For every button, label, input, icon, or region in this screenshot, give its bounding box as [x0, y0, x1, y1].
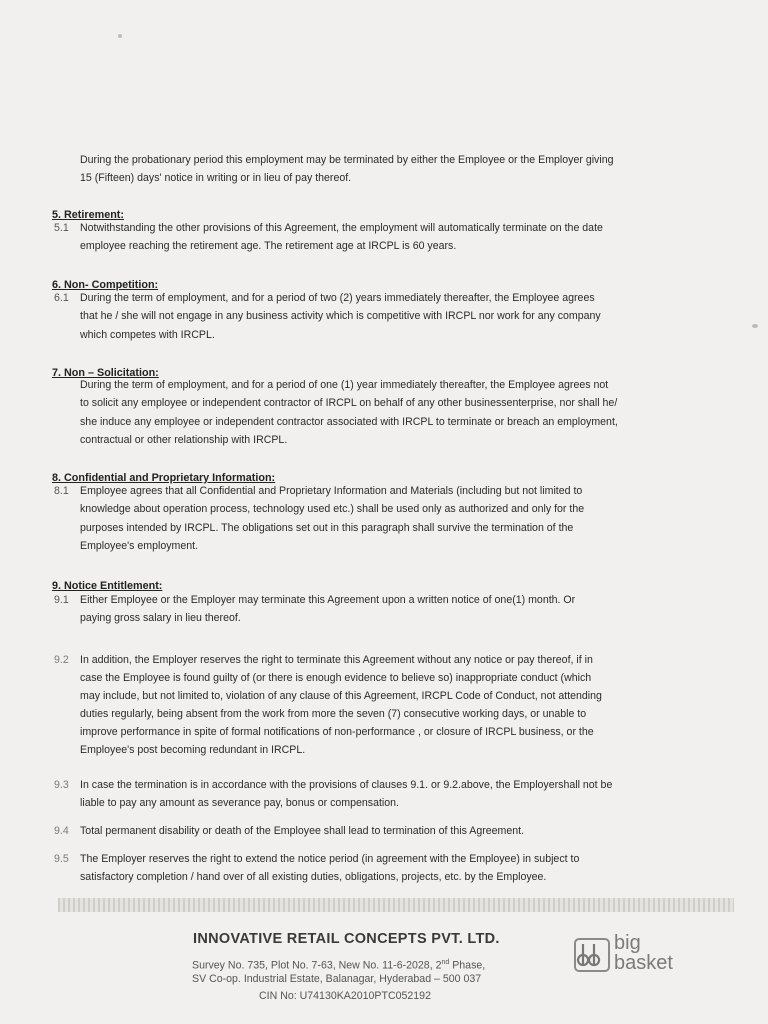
- clause-text: During the term of employment, and for a period of two (2) years immediately thereafter, the Employee agrees: [80, 292, 595, 304]
- clause-number: 9.5: [54, 853, 69, 865]
- clause-9-3-line2: liable to pay any amount as severance pay, bonus or compensation.: [80, 797, 399, 809]
- clause-text: Total permanent disability or death of the Employee shall lead to termination of this Agreement.: [80, 825, 525, 837]
- clause-9-3: [54, 779, 612, 792]
- address-line-2: SV Co-op. Industrial Estate, Balanagar, Hyderabad – 500 037: [192, 973, 482, 985]
- clause-7-line1: During the term of employment, and for a period of one (1) year immediately thereafter, the Employee agrees not: [80, 379, 609, 391]
- address-line-1: Survey No. 735, Plot No. 7-63, New No. 11-6-2028, 2nd Phase,: [192, 959, 486, 972]
- section-heading-confidential: 8. Confidential and Proprietary Information:: [52, 472, 276, 484]
- clause-8-1-line4: Employee's employment.: [80, 540, 199, 552]
- clause-6-1-line2: that he / she will not engage in any business activity which is competitive with IRCPL nor work for any company: [80, 310, 601, 322]
- clause-9-2-line6: Employee's post becoming redundant in IRCPL.: [80, 744, 306, 756]
- clause-number: 5.1: [54, 222, 69, 234]
- clause-number: 9.4: [54, 825, 69, 837]
- clause-6-1: [54, 292, 595, 305]
- section-heading-retirement: 5. Retirement:: [52, 209, 124, 221]
- bigbasket-logo: [574, 932, 694, 978]
- logo-text-basket: basket: [614, 952, 673, 974]
- clause-number: 9.1: [54, 594, 69, 606]
- clause-number: 6.1: [54, 292, 69, 304]
- clause-9-2-line5: improve performance in spite of formal notifications of non-performance , or closure of IRCPL business, or the: [80, 726, 594, 738]
- clause-number: 8.1: [54, 485, 69, 497]
- clause-text: In case the termination is in accordance with the provisions of clauses 9.1. or 9.2.above, the Employershall not be: [80, 779, 613, 791]
- clause-7-line3: she induce any employee or independent contractor associated with IRCPL to terminate or breach an employment,: [80, 416, 618, 428]
- clause-9-1-line2: paying gross salary in lieu thereof.: [80, 612, 241, 624]
- clause-8-1-line3: purposes intended by IRCPL. The obligations set out in this paragraph shall survive the termination of the: [80, 522, 574, 534]
- bigbasket-logo-mark: [574, 938, 610, 972]
- scan-speck: [752, 324, 758, 328]
- clause-8-1: [54, 485, 582, 498]
- clause-9-5: [54, 853, 579, 866]
- clause-5-1-line2: employee reaching the retirement age. The retirement age at IRCPL is 60 years.: [80, 240, 457, 252]
- clause-text: Either Employee or the Employer may terminate this Agreement upon a written notice of one(1) month. Or: [80, 594, 576, 606]
- clause-text: Notwithstanding the other provisions of this Agreement, the employment will automatically terminate on the date: [80, 222, 603, 234]
- clause-text: Employee agrees that all Confidential and Proprietary Information and Materials (including but not limited to: [80, 485, 583, 497]
- section-heading-non-competition: 6. Non- Competition:: [52, 279, 159, 291]
- clause-8-1-line2: knowledge about operation process, technology used etc.) shall be used only as authorized and only for the: [80, 503, 585, 515]
- clause-4-2: [54, 154, 614, 167]
- clause-text: The Employer reserves the right to extend the notice period (in agreement with the Employee) in subject to: [80, 853, 580, 865]
- clause-7-line2: to solicit any employee or independent contractor of IRCPL on behalf of any other businessenterprise, nor shall he/: [80, 397, 618, 409]
- clause-9-2-line4: duties regularly, being absent from the work from more the seven (7) consecutive working days, or unable to: [80, 708, 587, 720]
- company-name: INNOVATIVE RETAIL CONCEPTS PVT. LTD.: [193, 931, 500, 947]
- cin-number: CIN No: U74130KA2010PTC052192: [259, 990, 431, 1002]
- clause-9-4: [54, 825, 524, 838]
- clause-number: 9.3: [54, 779, 69, 791]
- logo-text-big: big: [614, 932, 641, 954]
- footer-divider: [58, 898, 734, 912]
- clause-9-1: [54, 594, 575, 607]
- clause-number: 9.2: [54, 654, 69, 666]
- section-heading-non-solicitation: 7. Non – Solicitation:: [52, 367, 159, 379]
- clause-6-1-line3: which competes with IRCPL.: [80, 329, 215, 341]
- clause-9-2-line2: case the Employee is found guilty of (or there is enough evidence to believe so) inappropriate conduct (which: [80, 672, 592, 684]
- clause-4-2-line2: 15 (Fifteen) days' notice in writing or in lieu of pay thereof.: [80, 172, 352, 184]
- clause-text: During the probationary period this employment may be terminated by either the Employee or the Employer giving: [80, 154, 614, 166]
- clause-text: In addition, the Employer reserves the right to terminate this Agreement without any notice or pay thereof, if in: [80, 654, 593, 666]
- clause-9-2: [54, 654, 593, 667]
- clause-7-line4: contractual or other relationship with IRCPL.: [80, 434, 288, 446]
- clause-9-5-line2: satisfactory completion / hand over of all existing duties, obligations, projects, etc. by the Employee.: [80, 871, 547, 883]
- clause-5-1: [54, 222, 603, 235]
- clause-9-2-line3: may include, but not limited to, violation of any clause of this Agreement, IRCPL Code of Conduct, not attending: [80, 690, 602, 702]
- scan-speck: [118, 34, 122, 38]
- section-heading-notice-entitlement: 9. Notice Entitlement:: [52, 580, 163, 592]
